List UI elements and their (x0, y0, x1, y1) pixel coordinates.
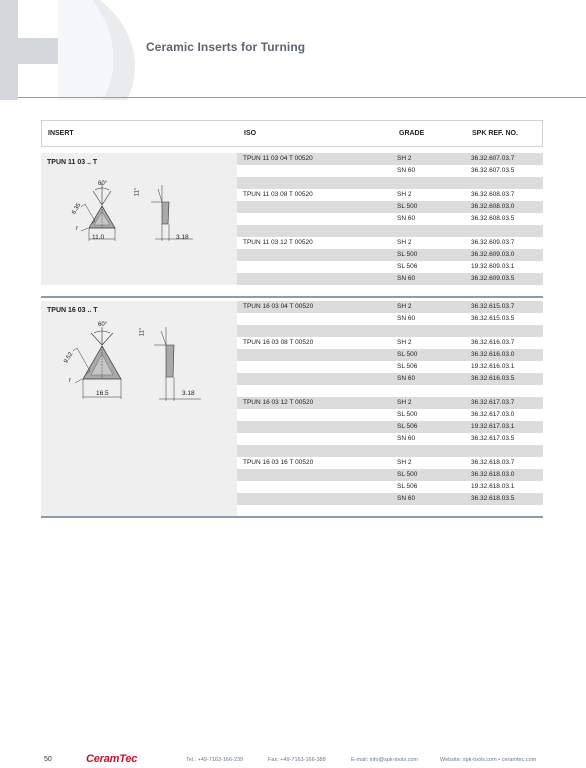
table-row (237, 301, 543, 313)
dim-thickness: 3.18 (182, 390, 195, 397)
table-row (237, 469, 543, 481)
page-title: Ceramic Inserts for Turning (146, 40, 306, 54)
table-row (237, 337, 543, 349)
table-row (237, 201, 543, 213)
grade-cell: SN 60 (397, 167, 416, 174)
ref-no-cell: 36.32.616.03.0 (471, 351, 515, 358)
header-divider (18, 97, 586, 98)
ref-no-cell: 36.32.607.03.5 (471, 167, 515, 174)
section-divider (41, 296, 543, 298)
section-divider (41, 516, 543, 518)
iso-cell: TPUN 11 03 04 T 00520 (243, 155, 313, 162)
dim-length: 11.0 (92, 234, 105, 241)
insert-name: TPUN 11 03 .. T (47, 159, 98, 166)
table-row (237, 481, 543, 493)
dim-side: 9.52 (63, 351, 75, 365)
table-row (237, 261, 543, 273)
table-row (237, 409, 543, 421)
grade-cell: SL 500 (397, 471, 418, 478)
ref-no-cell: 36.32.617.03.5 (471, 435, 515, 442)
grade-cell: SN 60 (397, 215, 416, 222)
table-row (237, 153, 543, 165)
iso-cell: TPUN 11 03 12 T 00520 (243, 239, 313, 246)
grade-cell: SN 60 (397, 315, 416, 322)
ref-no-cell: 19.32.609.03.1 (471, 263, 515, 270)
insert-panel (41, 153, 237, 285)
ref-no-cell: 36.32.616.03.7 (471, 339, 515, 346)
table-row (237, 325, 543, 337)
table-row (237, 433, 543, 445)
table-row (237, 373, 543, 385)
grade-cell: SH 2 (397, 303, 412, 310)
ref-no-cell: 36.32.609.03.5 (471, 275, 515, 282)
insert-section (41, 301, 543, 517)
table-row (237, 361, 543, 373)
grade-cell: SL 500 (397, 251, 418, 258)
footer-email: E-mail: info@spk-tools.com (351, 757, 419, 763)
grade-cell: SH 2 (397, 339, 412, 346)
ref-no-cell: 36.32.608.03.5 (471, 215, 515, 222)
table-row (237, 213, 543, 225)
grade-cell: SL 506 (397, 263, 418, 270)
grade-cell: SN 60 (397, 495, 416, 502)
ref-no-cell: 36.32.618.03.5 (471, 495, 515, 502)
table-row (237, 457, 543, 469)
table-row (237, 177, 543, 189)
table-row (237, 225, 543, 237)
footer-tel: Tel.: +49-7163-166-239 (186, 757, 244, 763)
ref-no-cell: 19.32.618.03.1 (471, 483, 515, 490)
ref-no-cell: 36.32.616.03.5 (471, 375, 515, 382)
dim-clearance: 11° (134, 187, 141, 197)
ref-no-cell: 36.32.618.03.7 (471, 459, 515, 466)
logo-mark-icon (0, 0, 135, 100)
dim-side: 6.35 (71, 202, 83, 216)
dim-angle: 60° (98, 181, 108, 187)
iso-cell: TPUN 16 03 04 T 00520 (243, 303, 314, 310)
dim-angle: 60° (98, 322, 108, 328)
ref-no-cell: 36.32.617.03.7 (471, 399, 515, 406)
table-row (237, 421, 543, 433)
table-row (237, 237, 543, 249)
grade-cell: SL 506 (397, 363, 418, 370)
grade-cell: SL 506 (397, 483, 418, 490)
table-row (237, 397, 543, 409)
grade-cell: SN 60 (397, 435, 416, 442)
grade-cell: SN 60 (397, 375, 416, 382)
footer-fax: Fax: +49-7163-166-388 (268, 757, 326, 763)
grade-cell: SH 2 (397, 459, 412, 466)
grade-cell: SH 2 (397, 191, 412, 198)
iso-cell: TPUN 11 03 08 T 00520 (243, 191, 313, 198)
grade-cell: SH 2 (397, 239, 412, 246)
ref-no-cell: 19.32.617.03.1 (471, 423, 515, 430)
ref-no-cell: 36.32.609.03.7 (471, 239, 515, 246)
dim-clearance: 11° (139, 327, 146, 337)
grade-cell: SL 500 (397, 351, 418, 358)
table-row (237, 349, 543, 361)
table-row (237, 385, 543, 397)
ref-no-cell: 36.32.608.03.7 (471, 191, 515, 198)
ref-no-cell: 19.32.616.03.1 (471, 363, 515, 370)
column-header-grade: GRADE (399, 130, 425, 137)
dim-thickness: 3.18 (176, 234, 189, 241)
table-row (237, 249, 543, 261)
insert-section (41, 153, 543, 285)
insert-name: TPUN 16 03 .. T (47, 307, 98, 314)
dim-corner: r (69, 378, 71, 384)
grade-cell: SL 506 (397, 423, 418, 430)
ref-no-cell: 36.32.617.03.0 (471, 411, 515, 418)
table-row (237, 445, 543, 457)
table-row (237, 165, 543, 177)
ref-no-cell: 36.32.618.03.0 (471, 471, 515, 478)
column-header-iso: ISO (244, 130, 257, 137)
iso-cell: TPUN 16 03 12 T 00520 (243, 399, 314, 406)
ref-no-cell: 36.32.607.03.7 (471, 155, 515, 162)
ref-no-cell: 36.32.615.03.7 (471, 303, 515, 310)
brand-logo: CeramTec (86, 753, 138, 765)
iso-cell: TPUN 16 03 08 T 00520 (243, 339, 314, 346)
table-row (237, 273, 543, 285)
dim-length: 16.5 (96, 390, 109, 397)
insert-panel (41, 301, 237, 517)
table-row (237, 189, 543, 201)
grade-cell: SL 500 (397, 411, 418, 418)
table-row (237, 313, 543, 325)
ref-no-cell: 36.32.609.03.0 (471, 251, 515, 258)
footer-website: Website: spk-tools.com • ceramtec.com (440, 757, 537, 763)
column-header-insert: INSERT (48, 130, 74, 137)
grade-cell: SN 60 (397, 275, 416, 282)
ref-no-cell: 36.32.615.03.5 (471, 315, 515, 322)
ref-no-cell: 36.32.608.03.0 (471, 203, 515, 210)
iso-cell: TPUN 16 03 16 T 00520 (243, 459, 314, 466)
dim-corner: r (76, 226, 78, 232)
grade-cell: SH 2 (397, 399, 412, 406)
table-row (237, 493, 543, 505)
page-number: 50 (44, 756, 52, 763)
column-header-ref: SPK REF. NO. (472, 130, 518, 137)
grade-cell: SL 500 (397, 203, 418, 210)
page-footer (0, 754, 586, 768)
grade-cell: SH 2 (397, 155, 412, 162)
table-header (41, 120, 543, 147)
